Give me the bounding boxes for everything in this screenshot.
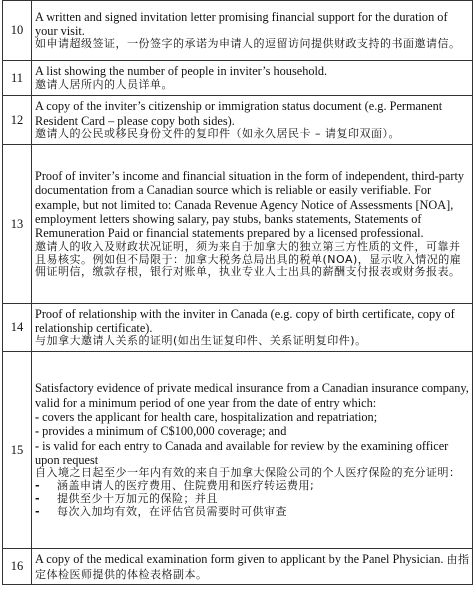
- row-content: [32, 549, 473, 585]
- row-content: [32, 61, 473, 96]
- row-text-zh: 邀请人居所内的人员详单。: [35, 77, 173, 91]
- row-text-en: A copy of the medical examination form given to applicant by the Panel Physician.: [35, 551, 444, 566]
- row-text-en: A written and signed invitation letter promising financial support for the duration of your visit.: [35, 9, 448, 39]
- row-content: [32, 304, 473, 352]
- list-item-text: 每次入加均有效，在评估官员需要时可供审查: [57, 504, 287, 518]
- list-item: - provides a minimum of C$100,000 coverage; and: [35, 424, 287, 439]
- list-item-text: 提供至少十万加元的保险；并且: [57, 492, 218, 506]
- row-number: 14: [3, 304, 32, 352]
- list-item-text: provides a minimum of C$100,000 coverage; and: [42, 424, 287, 439]
- row-text-en: Proof of relationship with the inviter in Canada (e.g. copy of birth certificate, copy of relationship certificate).: [35, 306, 455, 336]
- list-item: - 每次入加均有效，在评估官员需要时可供审查: [35, 504, 287, 518]
- row-number: 13: [3, 145, 32, 304]
- row-text-en: Proof of inviter’s income and financial situation in the form of independent, third-party documentation from a Canadian source which is reliable or easily verifiable. For example, but not limited to: Canada Revenue Agency Notice of Assessments [NOA], employment letters showing salary, pay stubs, banks statements, Statements of Remuneration Paid or financial statements prepared by a licensed professional.: [35, 168, 465, 241]
- table-row: [3, 96, 473, 145]
- row-number: 10: [3, 1, 32, 61]
- list-item-text: is valid for each entry to Canada and available for review by the examining officer upon request: [35, 438, 449, 468]
- table-row: [3, 145, 473, 304]
- table-row: [3, 549, 473, 585]
- requirements-table: [2, 0, 473, 585]
- row-content: [32, 352, 473, 549]
- list-item: - 提供至少十万加元的保险；并且: [35, 492, 218, 506]
- row-number: 12: [3, 96, 32, 145]
- row-text-zh: 自入境之日起至少一年内有效的来自于加拿大保险公司的个人医疗保险的充分证明：: [35, 466, 461, 480]
- list-item-text: 涵盖申请人的医疗费用、住院费用和医疗转运费用;: [57, 479, 315, 493]
- row-number: 15: [3, 352, 32, 549]
- row-text-zh: 与加拿大邀请人关系的证明(如出生证复印件、关系证明复印件)。: [35, 334, 367, 348]
- row-text-zh: 邀请人的公民或移民身份文件的复印件（如永久居民卡 – 请复印双面）。: [35, 126, 400, 140]
- row-text-en: A list showing the number of people in inviter’s household.: [35, 64, 328, 79]
- table-row: [3, 352, 473, 549]
- row-content: [32, 1, 473, 61]
- list-item-text: covers the applicant for health care, hospitalization and repatriation;: [42, 409, 378, 424]
- row-text-zh: 由指定体检医师提供的体检表格副本。: [35, 552, 470, 581]
- row-text-zh: 如申请超级签证，一份签字的承诺为申请人的逗留访问提供财政支持的书面邀请信。: [35, 37, 461, 51]
- table-row: [3, 304, 473, 352]
- table-row: [3, 61, 473, 96]
- list-item: - is valid for each entry to Canada and available for review by the examining officer upon request: [35, 438, 449, 468]
- list-item: - covers the applicant for health care, hospitalization and repatriation;: [35, 409, 378, 424]
- row-text-zh: 邀请人的收入及财政状况证明，须为来自于加拿大的独立第三方性质的文件，可靠并且易核实。例如但不局限于：加拿大税务总局出具的税单(NOA)，显示收入情况的雇佣证明信，缴款存根，银行对账单，执业专业人士出具的薪酬支付报表或财务报表。: [35, 239, 462, 279]
- row-number: 11: [3, 61, 32, 96]
- row-text-en: A copy of the inviter’s citizenship or immigration status document (e.g. Permanent Resident Card – please copy both sides).: [35, 99, 443, 128]
- row-content: [32, 145, 473, 304]
- table-row: [3, 1, 473, 61]
- row-text-en: Satisfactory evidence of private medical insurance from a Canadian insurance company, valid for a minimum period of one year from the date of entry which:: [35, 381, 469, 410]
- row-content: [32, 96, 473, 145]
- list-item: - 涵盖申请人的医疗费用、住院费用和医疗转运费用;: [35, 479, 315, 493]
- row-number: 16: [3, 549, 32, 585]
